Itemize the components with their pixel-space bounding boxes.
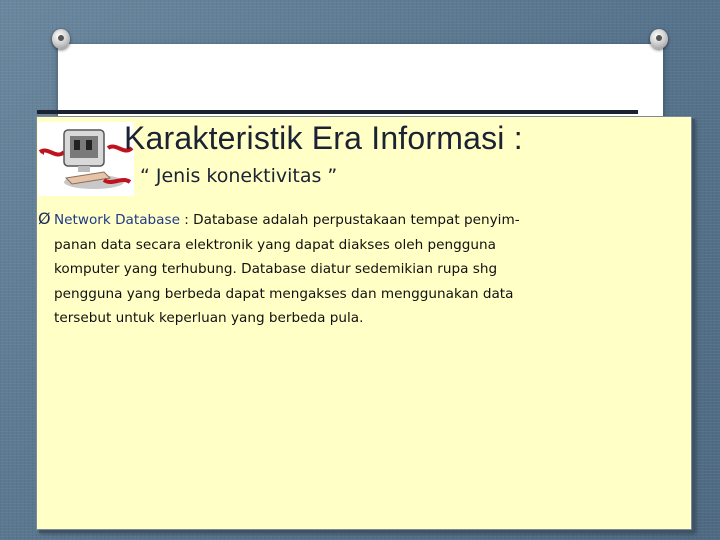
slide-title: Karakteristik Era Informasi : [124,120,523,156]
bullet-line: pengguna yang berbeda dapat mengakses dan menggunakan data [54,285,514,302]
bullet-line: tersebut untuk keperluan yang berbeda pula. [54,310,364,326]
bullet-paragraph [54,208,634,331]
bullet-line [54,208,634,233]
bullet-arrow-icon: Ø [38,209,51,228]
bullet-term: Network Database [54,212,180,228]
pushpin-icon [52,29,70,49]
title-underline [37,110,638,114]
slide-subtitle: “ Jenis konektivitas ” [140,165,338,187]
computer-monitor-clipart [38,122,134,196]
pushpin-icon [650,29,668,49]
bullet-line: komputer yang terhubung. Database diatur sedemikian rupa shg [54,261,498,277]
bullet-line: panan data secara elektronik yang dapat diakses oleh pengguna [54,236,496,253]
bullet-line-text: : Database adalah perpustakaan tempat penyim- [179,212,520,228]
